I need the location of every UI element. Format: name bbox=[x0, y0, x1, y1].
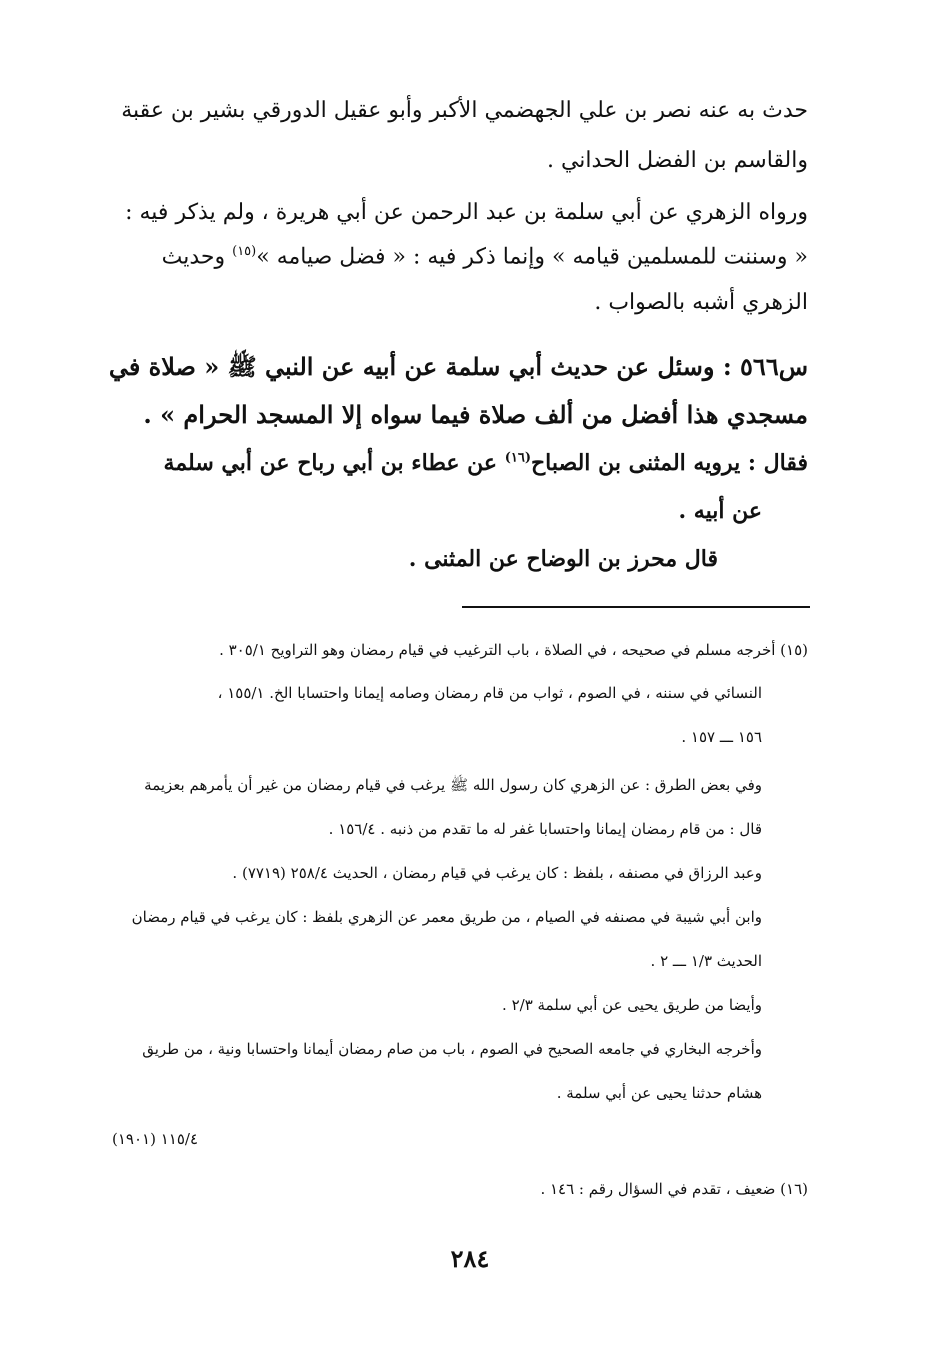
question-line-1: س٥٦٦ : وسئل عن حديث أبي سلمة عن أبيه عن النبي ﷺ « صلاة في bbox=[108, 352, 808, 381]
footnote-ref-16: (١٦) bbox=[504, 450, 531, 466]
footnote-15-line-11: هشام حدثنا يحيى عن أبي سلمة . bbox=[556, 1084, 762, 1102]
paragraph-2-line-2 bbox=[162, 244, 808, 269]
footnote-15-line-6: وعبد الرزاق في مصنفه ، بلفظ : كان يرغب في قيام رمضان ، الحديث ٢٥٨/٤ (٧٧١٩) . bbox=[232, 864, 762, 882]
footnote-16-line-1: (١٦) ضعيف ، تقدم في السؤال رقم : ١٤٦ . bbox=[540, 1180, 808, 1198]
question-line-2: مسجدي هذا أفضل من ألف صلاة فيما سواه إلا المسجد الحرام » . bbox=[143, 400, 808, 429]
footnote-divider bbox=[462, 606, 810, 608]
paragraph-2-line-2-text-a: « وسننت للمسلمين قيامه » وإنما ذكر فيه : « فضل صيامه » bbox=[256, 244, 808, 270]
footnote-15-line-3: ١٥٦ ـــ ١٥٧ . bbox=[681, 728, 762, 746]
footnote-15-line-5: قال : من قام رمضان إيمانا واحتسابا غفر له ما تقدم من ذنبه . ١٥٦/٤ . bbox=[328, 820, 762, 838]
answer-line-2: عن أبيه . bbox=[678, 498, 762, 524]
paragraph-2-line-3: الزهري أشبه بالصواب . bbox=[594, 290, 808, 315]
page-number: ٢٨٤ bbox=[450, 1244, 490, 1273]
answer-line-1 bbox=[164, 450, 808, 476]
answer-line-1-text-b: عن عطاء بن أبي رباح عن أبي سلمة bbox=[163, 450, 498, 476]
paragraph-2-line-1: ورواه الزهري عن أبي سلمة بن عبد الرحمن عن أبي هريرة ، ولم يذكر فيه : bbox=[125, 200, 808, 225]
footnote-15-line-10: وأخرجه البخاري في جامعه الصحيح في الصوم ، باب من صام رمضان أيمانا واحتسابا ونية ، من طريق bbox=[142, 1040, 762, 1058]
footnote-15-line-2: النسائي في سننه ، في الصوم ، ثواب من قام رمضان وصامه إيمانا واحتسابا الخ. ١٥٥/١ ، bbox=[217, 684, 762, 702]
paragraph-2-line-2-text-b: وحديث bbox=[161, 244, 226, 270]
paragraph-1-line-2: والقاسم بن الفضل الحداني . bbox=[546, 148, 808, 173]
footnote-15-line-8: الحديث ١/٣ ـــ ٢ . bbox=[650, 952, 762, 970]
footnote-15-line-1: (١٥) أخرجه مسلم في صحيحه ، في الصلاة ، باب الترغيب في قيام رمضان وهو التراويح ٣٠٥/١ . bbox=[219, 641, 808, 659]
footnote-15-line-12: ١١٥/٤ (١٩٠١) bbox=[112, 1130, 198, 1148]
footnote-ref-15: (١٥) bbox=[232, 244, 257, 259]
paragraph-1-line-1: حدث به عنه نصر بن علي الجهضمي الأكبر وأبو عقيل الدورقي بشير بن عقبة bbox=[121, 98, 808, 123]
footnote-15-line-4: وفي بعض الطرق : عن الزهري كان رسول الله ﷺ يرغب في قيام رمضان من غير أن يأمرهم بعزيمة bbox=[144, 776, 762, 794]
footnote-15-line-9: وأيضا من طريق يحيى عن أبي سلمة ٢/٣ . bbox=[502, 996, 762, 1014]
answer-line-1-text-a: فقال : يرويه المثنى بن الصباح bbox=[530, 450, 808, 476]
answer-line-3: قال محرز بن الوضاح عن المثنى . bbox=[408, 546, 718, 572]
footnote-15-line-7: وابن أبي شيبة في مصنفه في الصيام ، من طريق معمر عن الزهري بلفظ : كان يرغب في قيام رمضان bbox=[131, 908, 762, 926]
